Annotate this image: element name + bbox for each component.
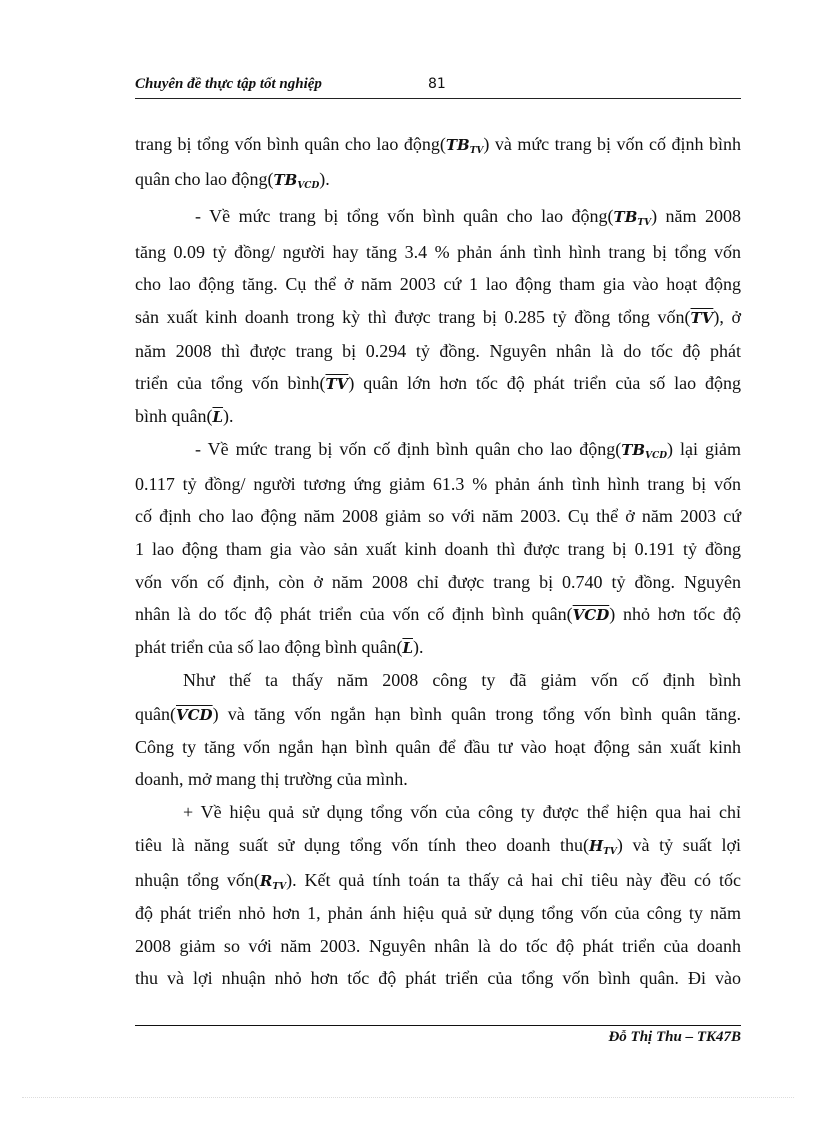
footer-author: Đỗ Thị Thu – TK47B (608, 1029, 741, 1045)
text-line: độ phát triển nhỏ hơn 1, phản ánh hiệu quả sử dụng tổng vốn của công ty năm (135, 903, 741, 923)
math-r-tv: $R_{TV}$ (259, 872, 287, 892)
page-bottom-dotted-border (22, 1097, 794, 1098)
page-number: 81 (428, 76, 446, 92)
math-tb-vcd: $TB_{VCD}$ (621, 441, 668, 461)
text-line: cố định cho lao động năm 2008 giảm so với năm 2003. Cụ thể ở năm 2003 cứ (135, 506, 741, 526)
text-line: Như thế ta thấy năm 2008 công ty đã giảm vốn cố định bình (183, 670, 741, 690)
page-header (135, 76, 741, 99)
text-line: Công ty tăng vốn ngắn hạn bình quân để đầu tư vào hoạt động sản xuất kinh (135, 737, 741, 757)
text-line: 2008 giảm so với năm 2003. Nguyên nhân là do tốc độ phát triển của doanh (135, 936, 741, 956)
text-line: bình $quân(\overline{L})$. (135, 406, 234, 426)
text-line: sản xuất kinh doanh trong kỳ thì được trang bị 0.285 tỷ đồng tổng $vốn(\overline{TV})$, ở (135, 307, 742, 327)
text-line: tiêu là năng suất sử dụng tổng vốn tính theo doanh $thu(H_{TV})$ và tỷ suất lợi (135, 835, 741, 857)
text-line: $quân(\overline{VCD})$ và tăng vốn ngắn hạn bình quân trong tổng vốn bình quân tăng. (135, 704, 741, 724)
text-line: - Về mức trang bị vốn cố định bình quân cho lao $động(TB_{VCD})$ lại giảm (195, 439, 742, 461)
text-line: nhuận tổng $vốn(R_{TV})$. Kết quả tính toán ta thấy cả hai chỉ tiêu này đều có tốc (135, 870, 741, 892)
text-line: - Về mức trang bị tổng vốn bình quân cho lao $động(TB_{TV})$ năm 2008 (195, 206, 742, 228)
math-l: $\overline{L}$ (402, 639, 413, 657)
text-line: phát triển của số lao động bình $quân(\overline{L})$. (135, 637, 424, 657)
text-line: 0.117 tỷ đồng/ người tương ứng giảm 61.3 % phản ánh tình hình trang bị vốn (135, 474, 741, 494)
header-title: Chuyên đề thực tập tốt nghiệp (135, 76, 322, 92)
text-line: vốn vốn cố định, còn ở năm 2008 chỉ được trang bị 0.740 tỷ đồng. Nguyên (135, 572, 741, 592)
text-line: thu và lợi nhuận nhỏ hơn tốc độ phát triển của tổng vốn bình quân. Đi vào (135, 968, 741, 988)
text-line: triển của tổng vốn $bình(\overline{TV})$ quân lớn hơn tốc độ phát triển của số lao động (135, 373, 741, 393)
text-line: + Về hiệu quả sử dụng tổng vốn của công ty được thể hiện qua hai chỉ (183, 802, 741, 822)
text-line: quân cho lao $động(TB_{VCD})$. (135, 169, 330, 191)
math-h-tv: $H_{TV}$ (588, 837, 617, 857)
text-line: 1 lao động tham gia vào sản xuất kinh doanh thì được trang bị 0.191 tỷ đồng (135, 539, 741, 559)
text-line: cho lao động tăng. Cụ thể ở năm 2003 cứ 1 lao động tham gia vào hoạt động (135, 274, 741, 294)
math-vcd: $\overline{VCD}$ (572, 606, 610, 624)
math-l: $\overline{L}$ (212, 408, 224, 426)
math-vcd: $\overline{VCD}$ (175, 706, 213, 724)
footer-divider (135, 1025, 741, 1026)
math-tv: $\overline{TV}$ (325, 375, 349, 393)
math-tb-vcd: $TB_{VCD}$ (273, 171, 320, 191)
text-line: tăng 0.09 tỷ đồng/ người hay tăng 3.4 % phản ánh tình hình trang bị tổng vốn (135, 242, 741, 262)
math-tv: $\overline{TV}$ (690, 309, 714, 327)
text-line: doanh, mở mang thị trường của mình. (135, 769, 408, 789)
math-tb-tv: $TB_{TV}$ (445, 136, 484, 156)
text-line: trang bị tổng vốn bình quân cho lao $động(TB_{TV})$ và mức trang bị vốn cố định bình (135, 134, 741, 156)
text-line: năm 2008 thì được trang bị 0.294 tỷ đồng. Nguyên nhân là do tốc độ phát (135, 341, 741, 361)
math-tb-tv: $TB_{TV}$ (613, 208, 652, 228)
text-line: nhân là do tốc độ phát triển của vốn cố định bình $quân(\overline{VCD})$ nhỏ hơn tốc độ (135, 604, 741, 624)
